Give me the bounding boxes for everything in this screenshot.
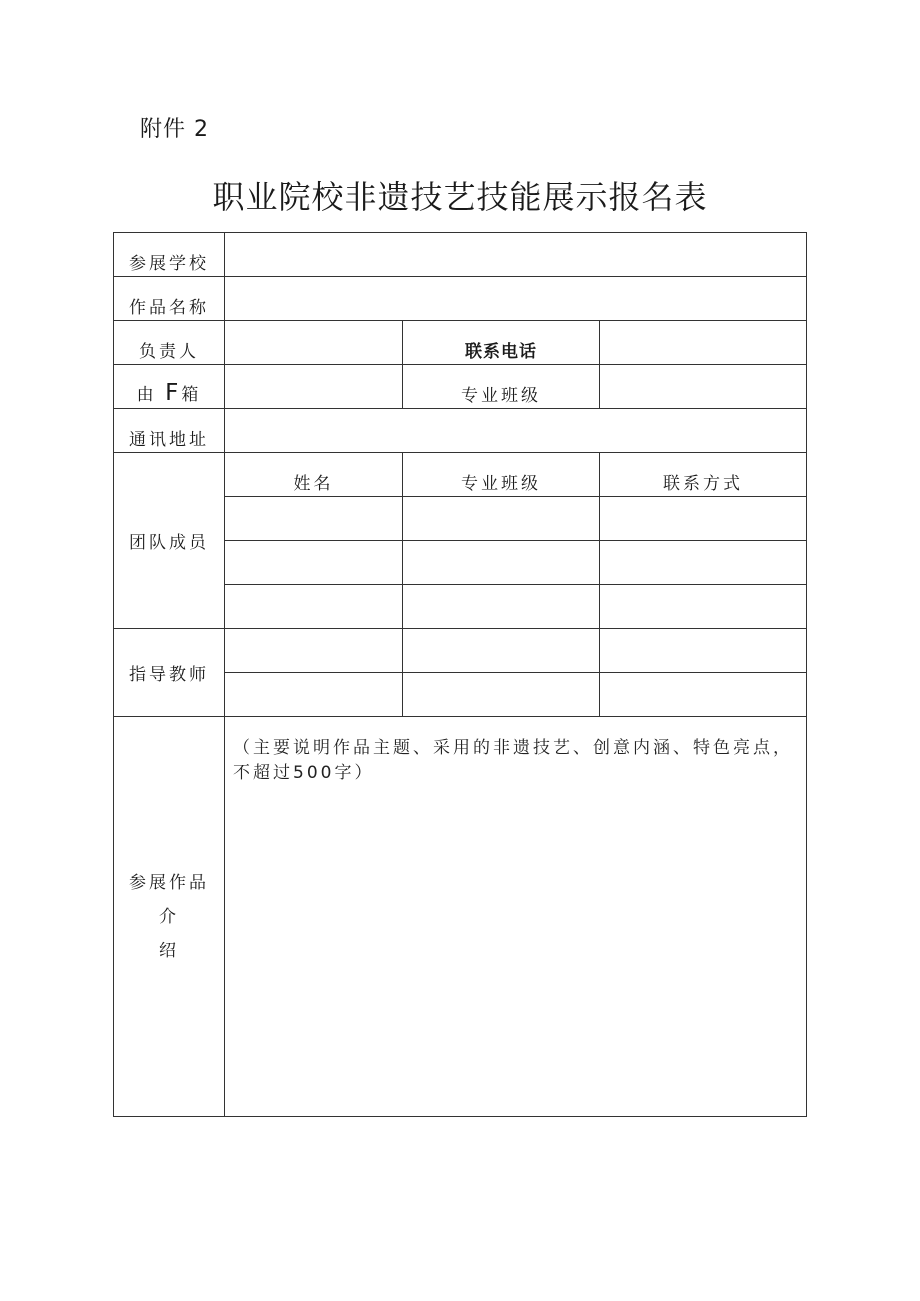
leader-label: 负责人: [114, 321, 225, 365]
team-member-contact-field[interactable]: [600, 497, 807, 541]
team-col-contact: 联系方式: [600, 453, 807, 497]
phone-field[interactable]: [600, 321, 807, 365]
row-leader: [114, 321, 807, 365]
row-email: [114, 365, 807, 409]
row-intro: [114, 717, 807, 1117]
advisor-field[interactable]: [600, 629, 807, 673]
work-name-label: 作品名称: [114, 277, 225, 321]
leader-field[interactable]: [225, 321, 403, 365]
team-col-name: 姓名: [225, 453, 403, 497]
page-title: 职业院校非遗技艺技能展示报名表: [212, 178, 708, 216]
email-label-a: 由: [136, 385, 157, 405]
team-member-contact-field[interactable]: [600, 541, 807, 585]
row-address: [114, 409, 807, 453]
email-field[interactable]: [225, 365, 403, 409]
row-school: [114, 233, 807, 277]
row-team-header: [114, 453, 807, 497]
email-label-c: 箱: [181, 385, 202, 405]
team-member-name-field[interactable]: [225, 585, 403, 629]
email-label-b: F: [165, 380, 182, 406]
team-member-name-field[interactable]: [225, 541, 403, 585]
team-member-name-field[interactable]: [225, 497, 403, 541]
intro-label-line1: 参展作品介: [129, 872, 209, 927]
advisor-field[interactable]: [403, 629, 600, 673]
intro-field[interactable]: [225, 717, 807, 1117]
major-class-field[interactable]: [600, 365, 807, 409]
intro-label-line2: 绍: [159, 940, 179, 961]
intro-hint: （主要说明作品主题、采用的非遗技艺、创意内涵、特色亮点，不超过500字）: [233, 738, 793, 783]
team-member-major-field[interactable]: [403, 497, 600, 541]
registration-form-table: [113, 232, 807, 1117]
phone-label: 联系电话: [403, 321, 600, 365]
team-member-contact-field[interactable]: [600, 585, 807, 629]
advisor-field[interactable]: [225, 629, 403, 673]
work-name-field[interactable]: [225, 277, 807, 321]
attachment-label: 附件 2: [140, 117, 209, 142]
address-label: 通讯地址: [114, 409, 225, 453]
email-label: [114, 365, 225, 409]
intro-label: [114, 717, 225, 1117]
address-field[interactable]: [225, 409, 807, 453]
row-work-name: [114, 277, 807, 321]
advisor-row: [114, 629, 807, 673]
team-member-major-field[interactable]: [403, 541, 600, 585]
advisor-field[interactable]: [225, 673, 403, 717]
major-class-label: 专业班级: [403, 365, 600, 409]
advisor-field[interactable]: [403, 673, 600, 717]
advisor-field[interactable]: [600, 673, 807, 717]
school-field[interactable]: [225, 233, 807, 277]
team-member-major-field[interactable]: [403, 585, 600, 629]
team-col-major: 专业班级: [403, 453, 600, 497]
team-label: 团队成员: [114, 453, 225, 629]
school-label: 参展学校: [114, 233, 225, 277]
advisor-label: 指导教师: [114, 629, 225, 717]
